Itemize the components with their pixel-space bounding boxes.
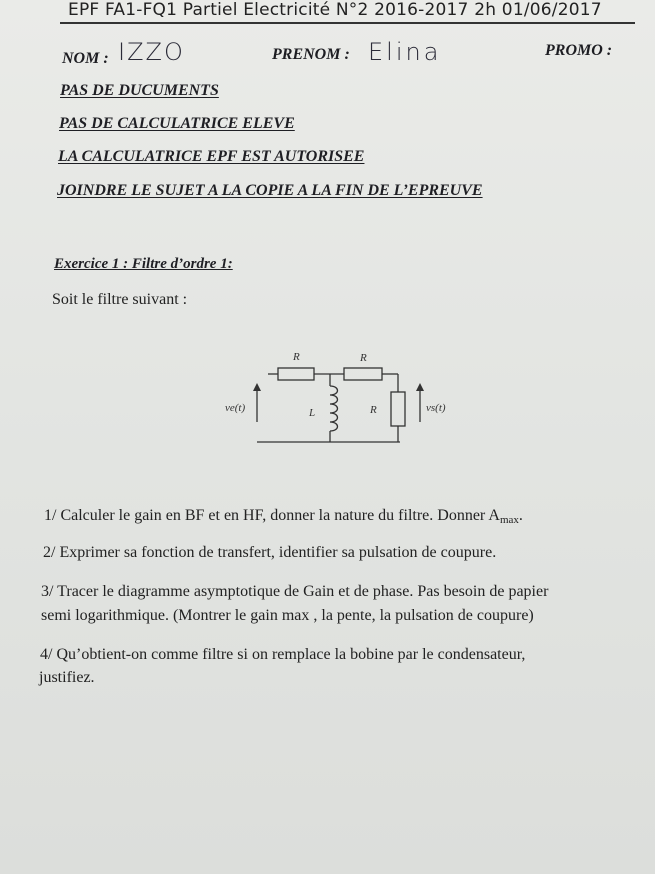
label-r1: R: [293, 351, 300, 363]
label-l: L: [309, 407, 316, 419]
rule-no-documents: PAS DE DUCUMENTS: [60, 82, 219, 99]
resistor-r2: [344, 368, 382, 380]
exercise-title: Exercice 1 : Filtre d’ordre 1:: [54, 256, 233, 272]
exam-header: [68, 0, 602, 20]
nom-label: NOM :: [62, 50, 109, 67]
header-date: 01/06/2017: [501, 0, 602, 20]
header-title: EPF FA1-FQ1 Partiel Electricité N°2: [68, 0, 369, 20]
prenom-value: Elina: [368, 38, 442, 66]
resistor-r3: [391, 392, 405, 426]
rl-filter-circuit: [220, 340, 460, 450]
prenom-label: PRENOM :: [272, 46, 350, 63]
inductor-coil: [330, 386, 338, 431]
question-1-end: .: [518, 507, 523, 524]
question-1-subscript: max: [499, 514, 519, 526]
question-3-line-1: 3/ Tracer le diagramme asymptotique de Gain et de phase. Pas besoin de papier: [41, 583, 549, 600]
header-divider: [60, 22, 635, 24]
label-ve: ve(t): [225, 402, 246, 414]
nom-value: IZZO: [118, 38, 185, 66]
rule-attach-subject: JOINDRE LE SUJET A LA COPIE A LA FIN DE L’EPREUVE: [57, 182, 483, 199]
label-r3: R: [370, 404, 377, 416]
resistor-r1: [278, 368, 314, 380]
question-4-line-2: justifiez.: [39, 669, 95, 686]
rule-no-calculator: PAS DE CALCULATRICE ELEVE: [59, 115, 295, 132]
question-1: [44, 504, 523, 532]
rule-epf-calculator: LA CALCULATRICE EPF EST AUTORISEE: [58, 148, 365, 165]
label-r2: R: [360, 352, 367, 364]
question-2: 2/ Exprimer sa fonction de transfert, identifier sa pulsation de coupure.: [43, 544, 497, 561]
header-duration: 2h: [474, 0, 497, 20]
promo-label: PROMO :: [545, 42, 613, 59]
question-4-line-1: 4/ Qu’obtient-on comme filtre si on remplace la bobine par le condensateur,: [40, 646, 526, 663]
label-vs: vs(t): [426, 402, 446, 414]
exercise-intro: Soit le filtre suivant :: [52, 291, 188, 308]
question-3-line-2: semi logarithmique. (Montrer le gain max , la pente, la pulsation de coupure): [41, 607, 534, 624]
question-1-text: 1/ Calculer le gain en BF et en HF, donner la nature du filtre. Donner A: [44, 507, 500, 524]
header-years: 2016-2017: [374, 0, 469, 20]
